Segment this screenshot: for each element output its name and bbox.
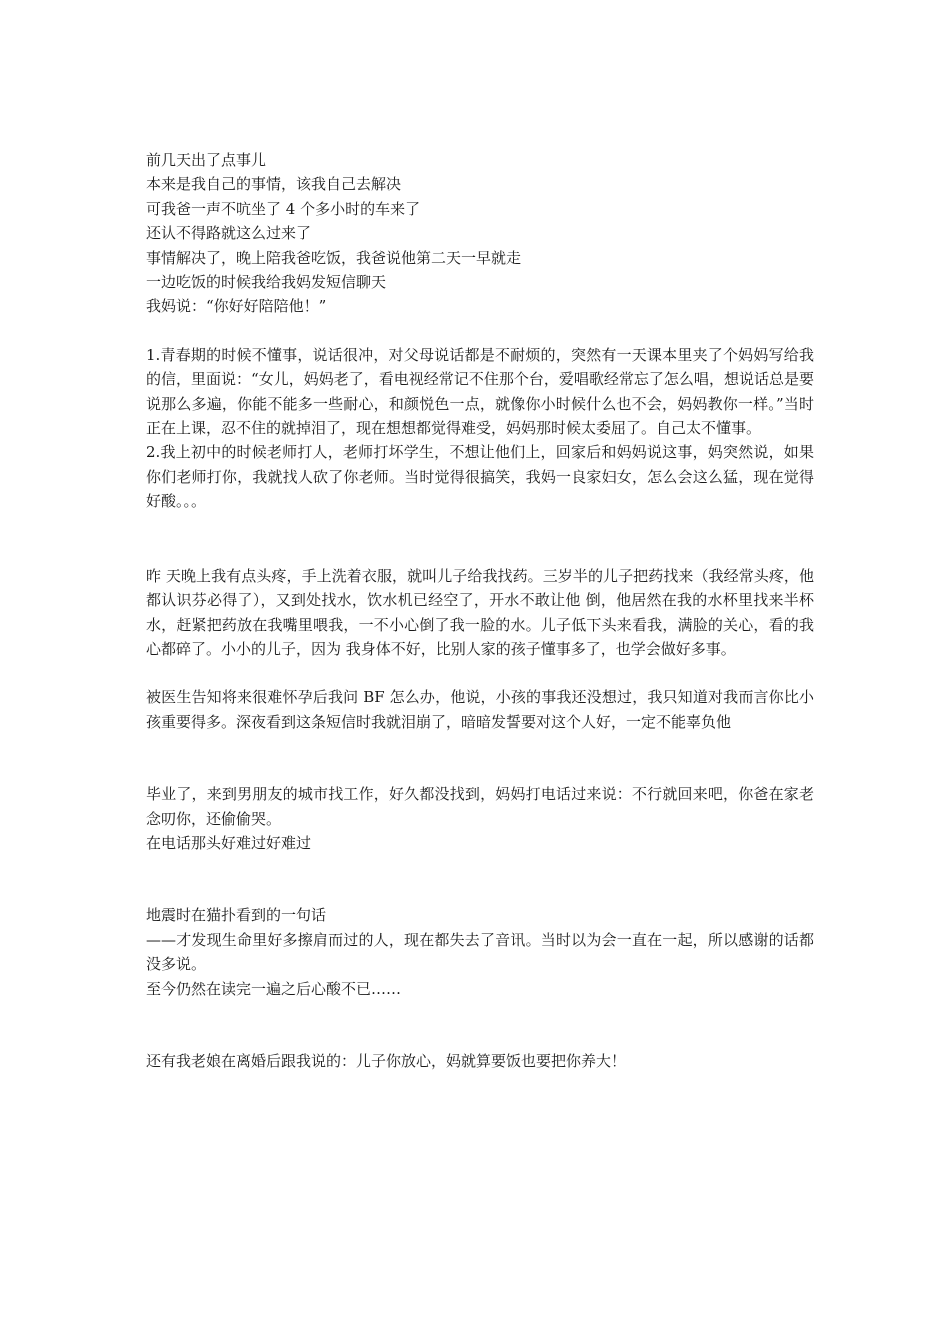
paragraph: 在电话那头好难过好难过 (146, 833, 312, 852)
paragraph-line: 还认不得路就这么过来了 (146, 224, 312, 243)
paragraph-line: 地震时在猫扑看到的一句话 (146, 906, 327, 925)
story-earthquake-quote (146, 903, 814, 1001)
numbered-item-2: 2.我上初中的时候老师打人，老师打坏学生，不想让他们上，回家后和妈妈说这事，妈突然说，如果你们老师打你，我就找人砍了你老师。当时觉得很搞笑，我妈一良家妇女，怎么会这么猛，现在觉得好酸。。。 (146, 443, 814, 511)
story-boyfriend-message (146, 685, 814, 734)
paragraph-line: 至今仍然在读完一遍之后心酸不已…… (146, 979, 402, 998)
paragraph-line: 前几天出了点事儿 (146, 151, 267, 169)
spacer (146, 514, 814, 564)
story-son-medicine (146, 564, 814, 662)
story-mother-letter (146, 343, 814, 514)
story-graduation-call (146, 782, 814, 855)
story-dad-visit (146, 148, 814, 319)
paragraph: 被医生告知将来很难怀孕后我问 BF 怎么办，他说，小孩的事我还没想过，我只知道对我而言你比小孩重要得多。深夜看到这条短信时我就泪崩了，暗暗发誓要对这个人好，一定不能辜负他 (146, 688, 814, 731)
story-mother-promise (146, 1049, 814, 1073)
spacer (146, 1001, 814, 1049)
paragraph: 还有我老娘在离婚后跟我说的：儿子你放心，妈就算要饭也要把你养大！ (146, 1051, 627, 1070)
paragraph: 毕业了，来到男朋友的城市找工作，好久都没找到，妈妈打电话过来说：不行就回来吧，你爸在家老念叨你，还偷偷哭。 (146, 785, 814, 828)
paragraph-line: 事情解决了，晚上陪我爸吃饭，我爸说他第二天一早就走 (146, 248, 522, 267)
spacer (146, 319, 814, 343)
paragraph-line: 一边吃饭的时候我给我妈发短信聊天 (146, 273, 387, 292)
spacer (146, 734, 814, 782)
paragraph-line: 我妈说：“你好好陪陪他！” (146, 297, 327, 316)
numbered-item-1: 1.青春期的时候不懂事，说话很冲，对父母说话都是不耐烦的，突然有一天课本里夹了个妈妈写给我的信，里面说：“女儿，妈妈老了，看电视经常记不住那个台，爱唱歌经常忘了怎么唱，想说话总是要说那么多遍，你能不能多一些耐心，和颜悦色一点，就像你小时候什么也不会，妈妈教你一样。”当时正在上课，忍不住的就掉泪了，现在想想都觉得难受，妈妈那时候太委屈了。自己太不懂事。 (146, 345, 814, 438)
paragraph: 昨 天晚上我有点头疼，手上洗着衣服，就叫儿子给我找药。三岁半的儿子把药找来（我经常头疼，他都认识芬必得了），又到处找水，饮水机已经空了，开水不敢让他 倒，他居然在我的水杯里找来半杯水，赶紧把药放在我嘴里喂我，一不小心倒了我一脸的水。儿子低下头来看我，满脸的关心，看的我心都碎了。小小的儿子，因为 我身体不好，比别人家的孩子懂事多了，也学会做好多事。 (146, 566, 814, 658)
spacer (146, 661, 814, 685)
spacer (146, 855, 814, 903)
paragraph-line: 可我爸一声不吭坐了 4 个多小时的车来了 (146, 199, 421, 218)
paragraph: ——才发现生命里好多擦肩而过的人，现在都失去了音讯。当时以为会一直在一起，所以感谢的话都没多说。 (146, 930, 814, 974)
document-body (146, 148, 814, 1073)
paragraph-line: 本来是我自己的事情，该我自己去解决 (146, 175, 402, 194)
